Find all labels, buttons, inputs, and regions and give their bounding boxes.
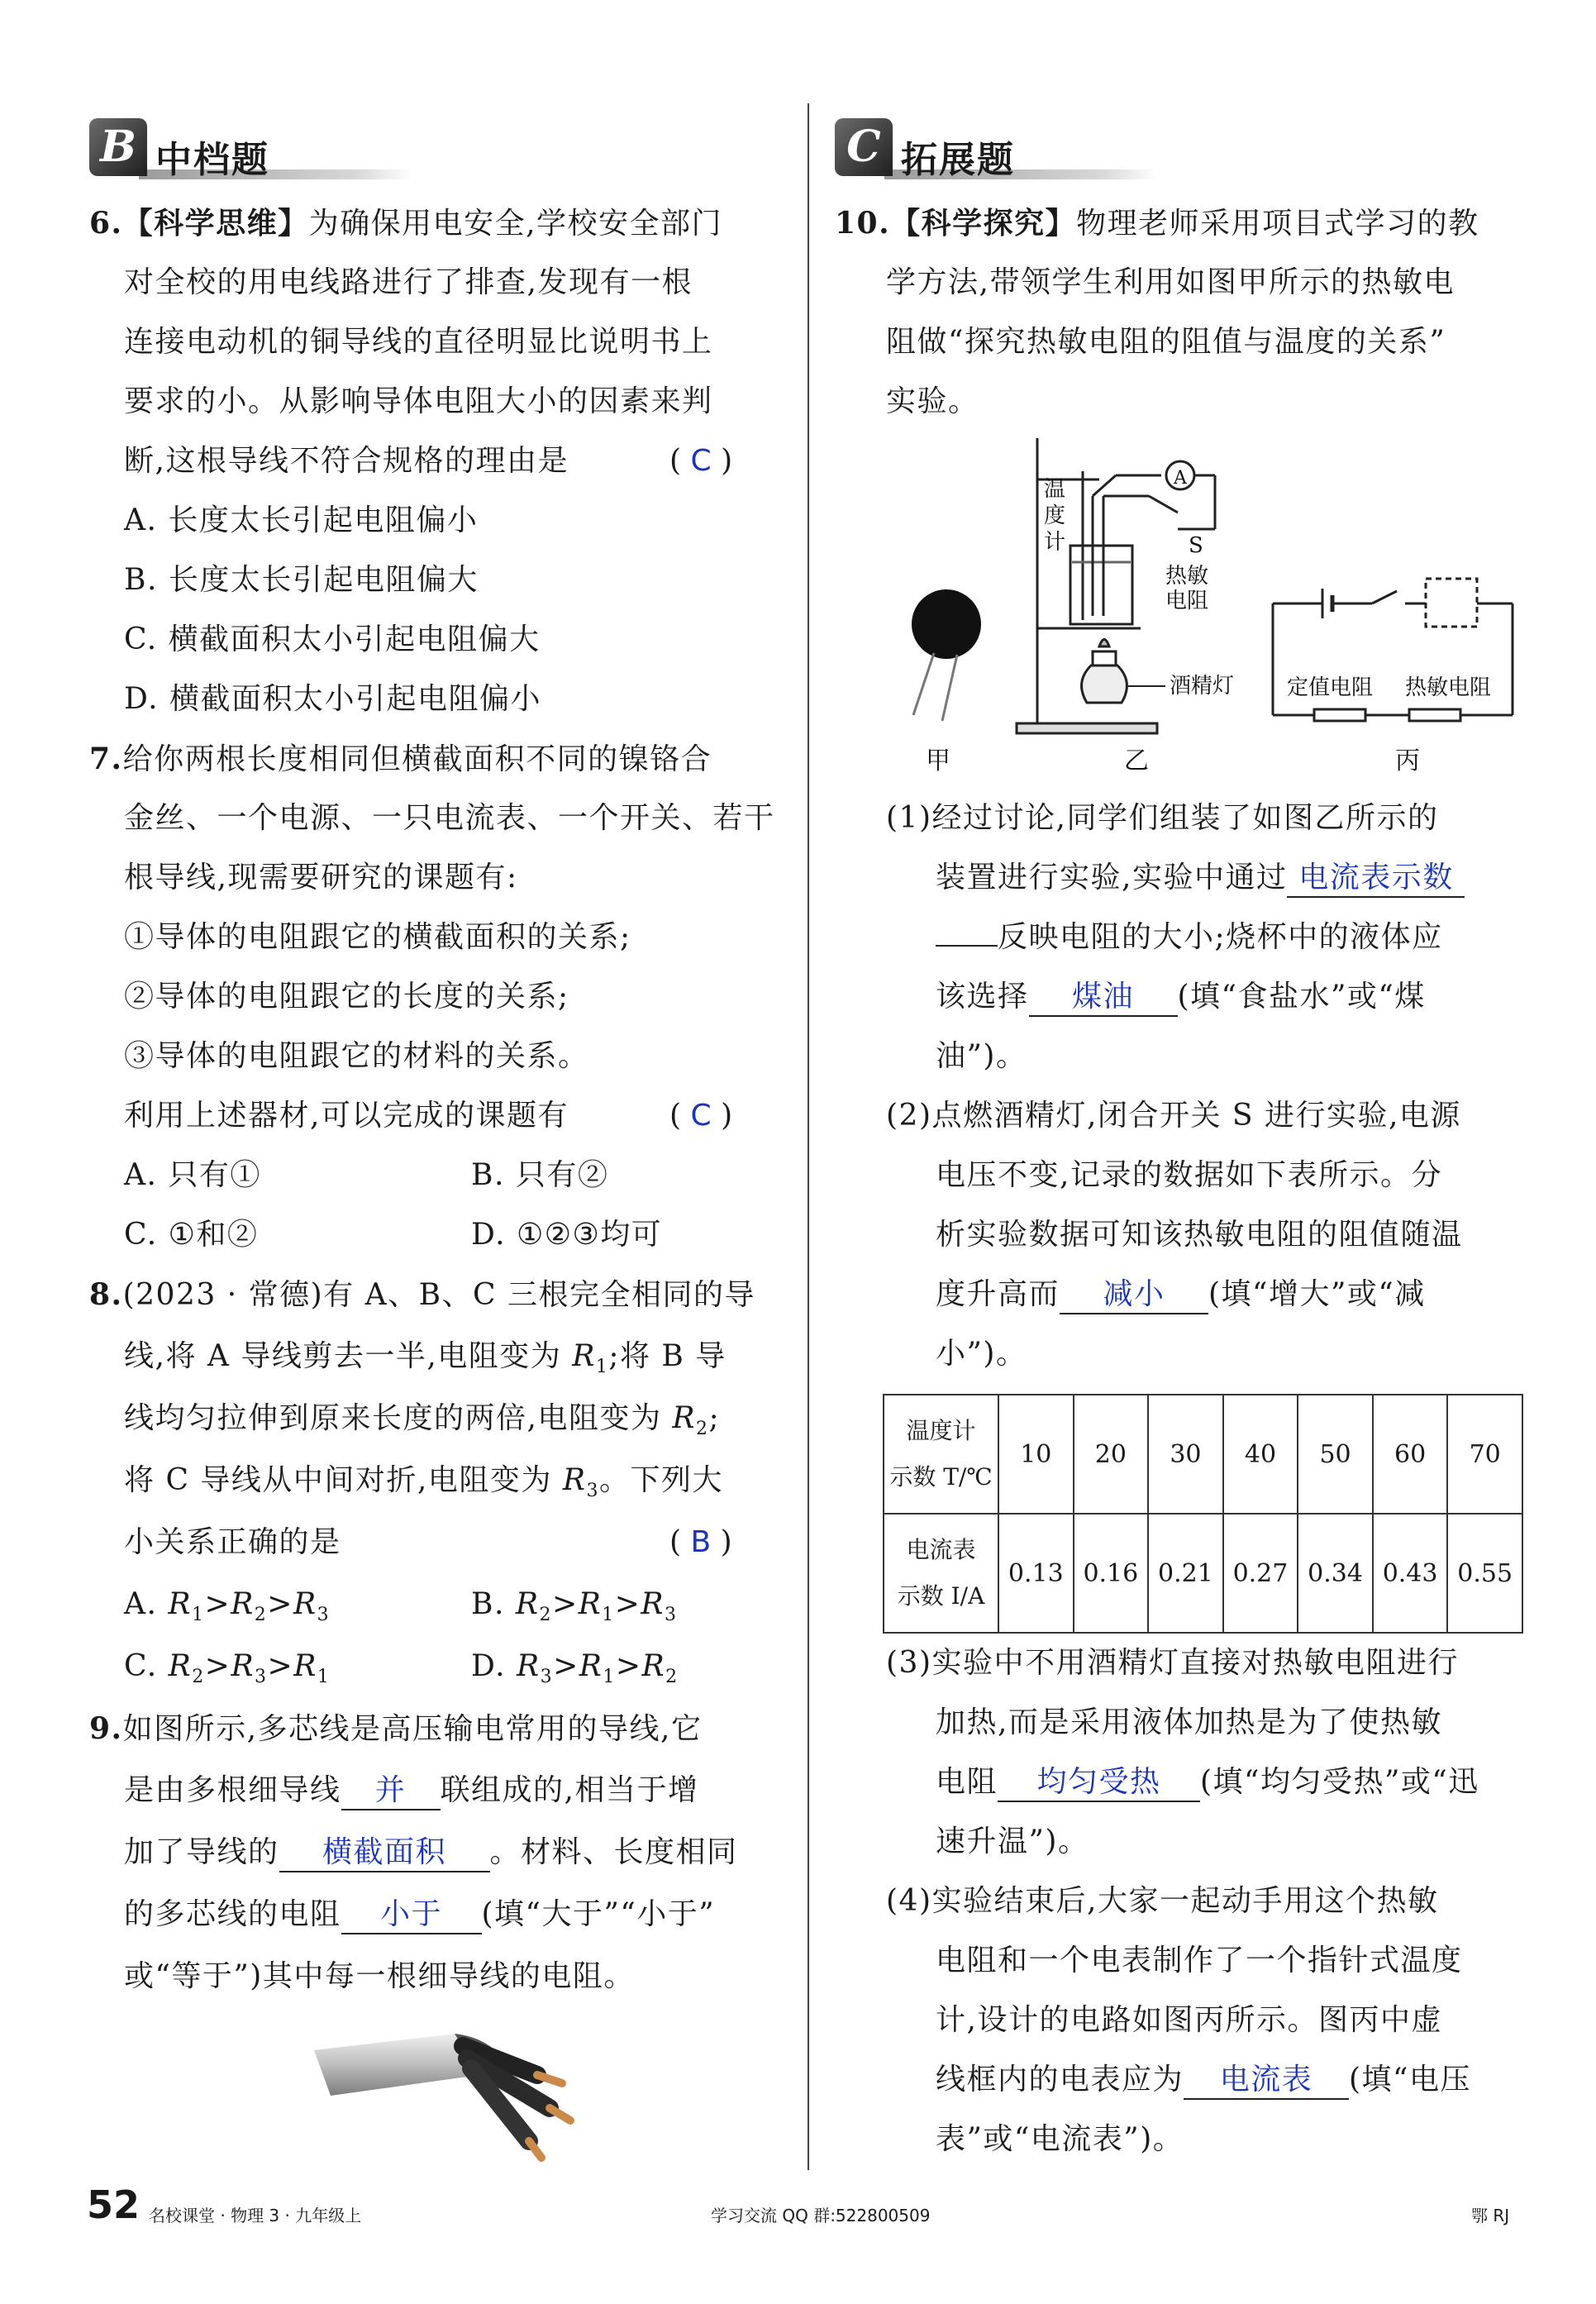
section-c-header (835, 112, 1182, 181)
thermometer-label-1: 温 (1044, 477, 1066, 502)
q10-p4-line-5: 表”或“电流表”)。 (936, 2122, 1184, 2156)
q10-line-2: 学方法,带领学生利用如图甲所示的热敏电 (886, 265, 1455, 299)
q6-option-a: A. 长度太长引起电阻偏小 (124, 503, 479, 537)
q6-line-5: 断,这根导线不符合规格的理由是 (124, 444, 569, 478)
table-row-current (884, 1514, 1522, 1633)
figure-label-yi: 乙 (1124, 747, 1149, 775)
q9-line-2: 是由多根细导线 并 联组成的,相当于增 (124, 1772, 698, 1810)
q10-p1-blank-1: 电流表示数 (1287, 860, 1465, 898)
fixed-resistor-label: 定值电阻 (1287, 675, 1374, 700)
column-divider (808, 103, 809, 2170)
q6-line-2: 对全校的用电线路进行了排查,发现有一根 (124, 265, 693, 299)
section-c-title: 拓展题 (901, 139, 1015, 181)
q8-answer-box: ( B ) (669, 1525, 732, 1559)
table-cell: 0.27 (1223, 1514, 1298, 1633)
section-b-title: 中档题 (155, 139, 269, 181)
q10-p2-line-3: 析实验数据可知该热敏电阻的阻值随温 (936, 1218, 1463, 1252)
table-cell: 70 (1447, 1395, 1522, 1514)
table-cell: 0.13 (998, 1514, 1074, 1633)
q6-answer: C (690, 444, 712, 478)
q8-option-b: B. $R_2>R_1>R_3$ (471, 1587, 678, 1626)
table-cell: 50 (1298, 1395, 1373, 1514)
book-title: 名校课堂 · 物理 3 · 九年级上 (149, 2206, 362, 2225)
q7-line-7: 利用上述器材,可以完成的课题有 (124, 1099, 569, 1133)
q6-line-4: 要求的小。从影响导体电阻大小的因素来判 (124, 384, 713, 418)
q9-line-3: 加了导线的 横截面积 。材料、长度相同 (124, 1834, 738, 1872)
table-cell: 0.34 (1298, 1514, 1373, 1633)
table-cell: 0.16 (1074, 1514, 1149, 1633)
q9-number: 9. (89, 1711, 123, 1746)
q10-line-4: 实验。 (886, 384, 979, 418)
table-row-temperature (884, 1395, 1522, 1514)
figure-label-jia: 甲 (926, 747, 950, 775)
q7-answer: C (690, 1099, 712, 1133)
section-c-badge: C (835, 118, 893, 176)
q6-number: 6. (89, 206, 123, 241)
q10-p1-line-3: 反映电阻的大小;烧杯中的液体应 (936, 919, 1443, 956)
table-cell: 60 (1373, 1395, 1448, 1514)
q10-p4-line-3: 计,设计的电路如图丙所示。图丙中虚 (936, 2003, 1442, 2037)
q10-figures (876, 430, 1529, 785)
q10-line-3: 阻做“探究热敏电阻的阻值与温度的关系” (886, 325, 1446, 359)
q6-tag: 【科学思维】 (122, 207, 309, 241)
table-head-current: 电流表 示数 I/A (884, 1514, 998, 1633)
thermistor-label-2: 电阻 (1165, 589, 1209, 613)
q10-p2-blank-1: 减小 (1060, 1276, 1208, 1314)
alcohol-lamp-label: 酒精灯 (1170, 674, 1235, 699)
q10-p4-line-4: 线框内的电表应为 电流表 (填“电压 (936, 2062, 1471, 2100)
q7-line-1: 7.给你两根长度相同但横截面积不同的镍铬合 (89, 742, 712, 776)
q10-p1-line-2: 装置进行实验,实验中通过 电流表示数 (936, 860, 1465, 898)
q9-blank-3: 小于 (341, 1896, 482, 1934)
table-cell: 20 (1074, 1395, 1149, 1514)
table-cell: 30 (1148, 1395, 1223, 1514)
section-b-badge: B (89, 118, 147, 176)
q6-answer-box: ( C ) (669, 444, 733, 478)
q10-p1-blank-2: 煤油 (1029, 979, 1178, 1017)
table-head-temperature: 温度计 示数 T/℃ (884, 1395, 998, 1514)
q7-option-b: B. 只有② (471, 1158, 609, 1192)
q10-p1-line-5: 油”)。 (936, 1039, 1027, 1073)
q10-p2-line-2: 电压不变,记录的数据如下表所示。分 (936, 1158, 1442, 1192)
q9-blank-2: 横截面积 (279, 1834, 490, 1872)
thermometer-label-2: 度 (1044, 503, 1066, 528)
q9-line-5: 或“等于”)其中每一根细导线的电阻。 (124, 1959, 635, 1993)
q6-option-b: B. 长度太长引起电阻偏大 (124, 563, 479, 597)
q10-p2-line-4: 度升高而 减小 (填“增大”或“减 (936, 1276, 1426, 1314)
q10-line-1: 10.【科学探究】物理老师采用项目式学习的教 (835, 206, 1479, 241)
q10-p4-line-2: 电阻和一个电表制作了一个指针式温度 (936, 1944, 1463, 1977)
page-number: 52 (87, 2182, 141, 2227)
table-cell: 0.21 (1148, 1514, 1223, 1633)
q8-number: 8. (89, 1277, 123, 1312)
q10-p2-line-5: 小”)。 (936, 1337, 1027, 1371)
q8-option-c: C. $R_2>R_3>R_1$ (124, 1649, 331, 1688)
q8-option-d: D. $R_3>R_1>R_2$ (471, 1649, 679, 1688)
q7-option-d: D. ①②③均可 (471, 1218, 663, 1252)
q10-number: 10. (835, 206, 891, 241)
q7-topic-3: ③导体的电阻跟它的材料的关系。 (124, 1039, 589, 1073)
thermometer-label-3: 计 (1044, 530, 1066, 555)
multicore-cable-figure (314, 2017, 587, 2166)
q9-blank-1: 并 (341, 1772, 441, 1810)
table-cell: 40 (1223, 1395, 1298, 1514)
switch-label: S (1189, 533, 1203, 558)
q6-line-3: 连接电动机的铜导线的直径明显比说明书上 (124, 325, 713, 359)
table-cell: 0.55 (1447, 1514, 1522, 1633)
q7-option-a: A. 只有① (124, 1158, 261, 1192)
edition-label: 鄂 RJ (1471, 2206, 1510, 2225)
q8-line-4: 将 C 导线从中间对折,电阻变为 $R_3$。下列大 (124, 1463, 723, 1502)
cable-cores (463, 2046, 570, 2158)
q7-topic-2: ②导体的电阻跟它的长度的关系; (124, 980, 569, 1014)
qq-group: 学习交流 QQ 群:522800509 (711, 2206, 931, 2225)
q10-data-table (883, 1394, 1523, 1634)
q8-line-5: 小关系正确的是 (124, 1525, 341, 1559)
q7-answer-box: ( C ) (669, 1099, 733, 1133)
q9-line-4: 的多芯线的电阻 小于 (填“大于”“小于” (124, 1896, 715, 1934)
q6-option-d: D. 横截面积太小引起电阻偏小 (124, 682, 541, 716)
q10-p4-blank-1: 电流表 (1184, 2062, 1349, 2100)
q10-p3-line-2: 加热,而是采用液体加热是为了使热敏 (936, 1705, 1442, 1739)
q10-p1-line-4: 该选择 煤油 (填“食盐水”或“煤 (936, 979, 1426, 1017)
ammeter-symbol: A (1174, 468, 1187, 489)
q6-line-1: 6.【科学思维】为确保用电安全,学校安全部门 (89, 206, 723, 241)
q10-p3-line-4: 速升温”)。 (936, 1825, 1089, 1858)
q10-tag: 【科学探究】 (890, 207, 1077, 241)
thermistor-label-1: 热敏 (1165, 564, 1209, 589)
q8-line-1: 8.(2023 · 常德)有 A、B、C 三根完全相同的导 (89, 1277, 756, 1312)
q10-p3-blank-1: 均匀受热 (998, 1764, 1200, 1802)
q10-p1-line-1: (1)经过讨论,同学们组装了如图乙所示的 (886, 801, 1439, 835)
q8-option-a: A. $R_1>R_2>R_3$ (124, 1587, 331, 1626)
q10-p3-line-1: (3)实验中不用酒精灯直接对热敏电阻进行 (886, 1646, 1459, 1680)
q7-number: 7. (89, 742, 123, 776)
q10-p3-line-3: 电阻 均匀受热 (填“均匀受热”或“迅 (936, 1764, 1479, 1802)
q8-line-2: 线,将 A 导线剪去一半,电阻变为 $R_1$;将 B 导 (124, 1339, 727, 1378)
figure-jia-thermistor (912, 589, 981, 721)
q8-answer: B (690, 1525, 712, 1559)
table-cell: 10 (998, 1395, 1074, 1514)
q7-topic-1: ①导体的电阻跟它的横截面积的关系; (124, 920, 631, 954)
section-b-header (89, 112, 436, 181)
q7-line-3: 根导线,现需要研究的课题有: (124, 861, 518, 894)
table-cell: 0.43 (1373, 1514, 1448, 1633)
q8-source: (2023 · 常德) (122, 1278, 324, 1312)
q10-p4-line-1: (4)实验结束后,大家一起动手用这个热敏 (886, 1884, 1439, 1918)
q9-line-1: 9.如图所示,多芯线是高压输电常用的导线,它 (89, 1711, 703, 1746)
figure-label-bing: 丙 (1395, 747, 1420, 775)
q7-line-2: 金丝、一个电源、一只电流表、一个开关、若干 (124, 801, 775, 835)
q6-option-c: C. 横截面积太小引起电阻偏大 (124, 623, 541, 656)
q8-line-3: 线均匀拉伸到原来长度的两倍,电阻变为 $R_2$; (124, 1401, 721, 1440)
q7-option-c: C. ①和② (124, 1218, 259, 1252)
q10-p2-line-1: (2)点燃酒精灯,闭合开关 S 进行实验,电源 (886, 1099, 1461, 1133)
thermistor-resistor-label: 热敏电阻 (1405, 675, 1492, 700)
